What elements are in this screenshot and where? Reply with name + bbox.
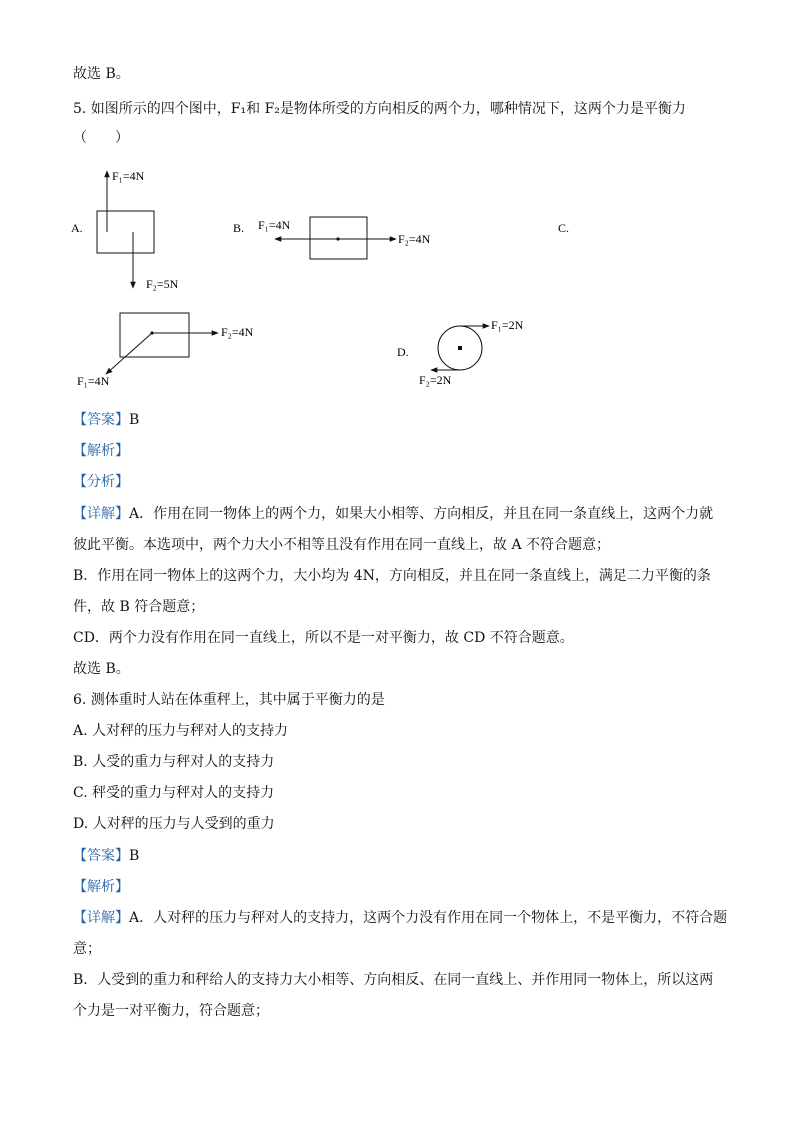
option-c-f1-arrow	[106, 333, 152, 374]
option-b-label: B.	[233, 221, 245, 235]
answer-tag: 【答案】	[73, 412, 129, 428]
detail-5-b: B．作用在同一物体上的这两个力，大小均为 4N，方向相反，并且在同一条直线上，满足二力平衡的条	[73, 568, 711, 584]
question-6-option-b: B. 人受的重力与秤对人的支持力	[73, 754, 275, 770]
detail-tag: 【详解】	[73, 506, 129, 522]
question-6-stem: 6. 测体重时人站在体重秤上，其中属于平衡力的是	[73, 692, 385, 708]
choose-5: 故选 B。	[73, 661, 130, 677]
answer-value: B	[129, 848, 140, 864]
detail-5-a-text: A．作用在同一物体上的两个力，如果大小相等、方向相反，并且在同一条直线上，这两个力就	[129, 506, 714, 522]
detail-5-a	[73, 504, 713, 524]
question-6-option-c: C. 秤受的重力与秤对人的支持力	[73, 785, 275, 801]
detail-6-a-cont: 意；	[73, 941, 101, 957]
option-c-f1-label: F₁=4N	[77, 374, 110, 388]
option-d-label: D.	[397, 345, 409, 359]
answer-5	[73, 410, 139, 430]
jiexi-tag-5: 【解析】	[73, 443, 129, 459]
question-5-paren: （ ）	[73, 130, 129, 146]
previous-answer-line: 故选 B。	[73, 66, 130, 82]
detail-6-a	[73, 908, 727, 928]
option-d-f1-label: F₁=2N	[491, 318, 524, 332]
option-c-box	[120, 313, 189, 357]
option-d-f2-label: F₂=2N	[419, 373, 452, 387]
option-a-box	[97, 211, 154, 253]
detail-5-cd: CD．两个力没有作用在同一直线上，所以不是一对平衡力，故 CD 不符合题意。	[73, 630, 574, 646]
option-c-f2-label: F₂=4N	[221, 325, 254, 339]
option-d-center-dot	[458, 346, 462, 350]
option-b-f2-label: F₂=4N	[398, 232, 431, 246]
fenxi-tag-5: 【分析】	[73, 474, 129, 490]
option-a-label: A.	[71, 221, 83, 235]
answer-value: B	[129, 412, 140, 428]
detail-5-a-cont: 彼此平衡。本选项中，两个力大小不相等且没有作用在同一直线上，故 A 不符合题意；	[73, 537, 611, 553]
question-6-option-a: A. 人对秤的压力与秤对人的支持力	[73, 723, 289, 739]
answer-tag: 【答案】	[73, 848, 129, 864]
option-a-f2-label: F₂=5N	[146, 277, 179, 291]
question-5-stem: 5. 如图所示的四个图中，F₁和 F₂是物体所受的方向相反的两个力，哪种情况下，这两个力是平衡力	[73, 101, 686, 117]
detail-5-b-cont: 件，故 B 符合题意；	[73, 599, 205, 615]
answer-6	[73, 846, 139, 866]
option-c-label: C.	[558, 221, 570, 235]
jiexi-tag-6: 【解析】	[73, 879, 129, 895]
detail-6-a-text: A．人对秤的压力与秤对人的支持力，这两个力没有作用在同一个物体上，不是平衡力，不符合题	[129, 910, 728, 926]
detail-6-b-cont: 个力是一对平衡力，符合题意；	[73, 1003, 269, 1019]
option-a-f1-label: F₁=4N	[112, 169, 145, 183]
question-6-option-d: D. 人对秤的压力与人受到的重力	[73, 816, 275, 832]
detail-tag: 【详解】	[73, 910, 129, 926]
option-b-f1-label: F₁=4N	[258, 218, 291, 232]
detail-6-b: B．人受到的重力和秤给人的支持力大小相等、方向相反、在同一直线上、并作用同一物体上，所以这两	[73, 972, 714, 988]
